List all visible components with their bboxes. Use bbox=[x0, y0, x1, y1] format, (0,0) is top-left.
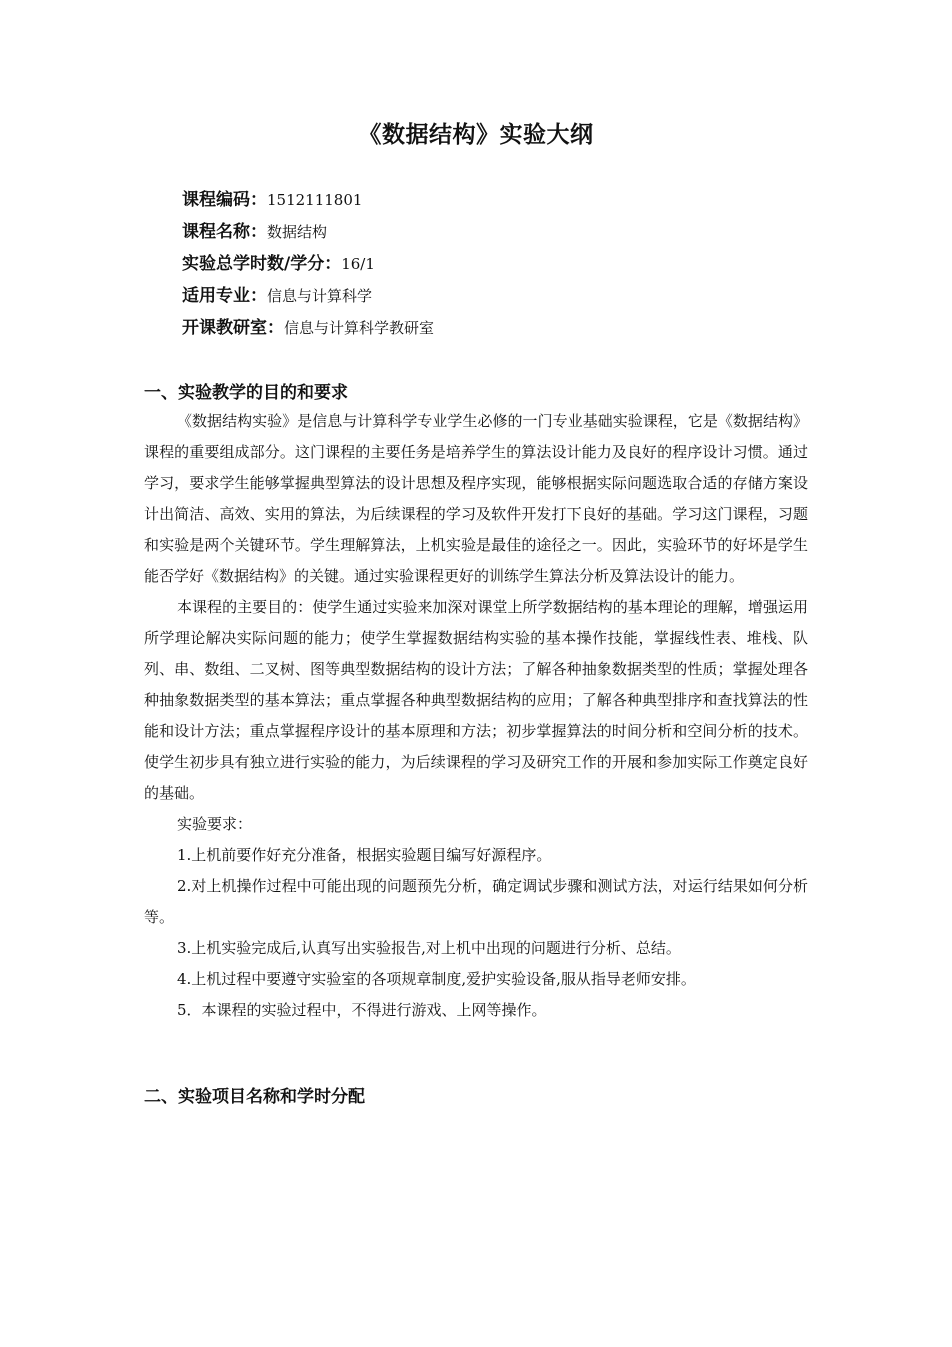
course-name-label: 课程名称： bbox=[182, 222, 267, 242]
department-label: 开课教研室： bbox=[182, 318, 284, 338]
section-2-heading: 二、实验项目名称和学时分配 bbox=[144, 1087, 365, 1107]
course-code-label: 课程编码： bbox=[182, 190, 267, 210]
requirement-5: 5．本课程的实验过程中，不得进行游戏、上网等操作。 bbox=[177, 1001, 547, 1019]
hours-credits-row bbox=[182, 248, 434, 280]
major-value: 信息与计算科学 bbox=[267, 287, 373, 305]
requirements-label: 实验要求： bbox=[177, 815, 253, 833]
section-1-heading: 一、实验教学的目的和要求 bbox=[144, 383, 348, 403]
requirement-4: 4.上机过程中要遵守实验室的各项规章制度,爱护实验设备,服从指导老师安排。 bbox=[177, 970, 696, 988]
course-name-value: 数据结构 bbox=[267, 223, 328, 241]
department-row bbox=[182, 312, 434, 344]
requirement-3: 3.上机实验完成后,认真写出实验报告,对上机中出现的问题进行分析、总结。 bbox=[177, 939, 681, 957]
section-1-body bbox=[144, 406, 808, 1026]
requirement-2: 2.对上机操作过程中可能出现的问题预先分析，确定调试步骤和测试方法，对运行结果如何分析等。 bbox=[144, 877, 808, 926]
course-code-value: 1512111801 bbox=[267, 191, 363, 209]
major-label: 适用专业： bbox=[182, 286, 267, 306]
course-info bbox=[182, 184, 434, 344]
purpose-paragraph-1: 《数据结构实验》是信息与计算科学专业学生必修的一门专业基础实验课程，它是《数据结构》课程的重要组成部分。这门课程的主要任务是培养学生的算法设计能力及良好的程序设计习惯。通过学习，要求学生能够掌握典型算法的设计思想及程序实现，能够根据实际问题选取合适的存储方案设计出简洁、高效、实用的算法，为后续课程的学习及软件开发打下良好的基础。学习这门课程，习题和实验是两个关键环节。学生理解算法，上机实验是最佳的途径之一。因此，实验环节的好坏是学生能否学好《数据结构》的关键。通过实验课程更好的训练学生算法分析及算法设计的能力。 bbox=[144, 412, 808, 585]
purpose-paragraph-2: 本课程的主要目的：使学生通过实验来加深对课堂上所学数据结构的基本理论的理解，增强运用所学理论解决实际问题的能力；使学生掌握数据结构实验的基本操作技能，掌握线性表、堆栈、队列、串、数组、二叉树、图等典型数据结构的设计方法；了解各种抽象数据类型的性质；掌握处理各种抽象数据类型的基本算法；重点掌握各种典型数据结构的应用；了解各种典型排序和查找算法的性能和设计方法；重点掌握程序设计的基本原理和方法；初步掌握算法的时间分析和空间分析的技术。使学生初步具有独立进行实验的能力，为后续课程的学习及研究工作的开展和参加实际工作奠定良好的基础。 bbox=[144, 598, 808, 802]
course-name-row bbox=[182, 216, 434, 248]
requirement-1: 1.上机前要作好充分准备，根据实验题目编写好源程序。 bbox=[177, 846, 552, 864]
hours-credits-label: 实验总学时数/学分： bbox=[182, 254, 342, 274]
department-value: 信息与计算科学教研室 bbox=[284, 319, 435, 337]
hours-credits-value: 16/1 bbox=[341, 255, 375, 273]
document-title: 《数据结构》实验大纲 bbox=[358, 122, 594, 148]
major-row bbox=[182, 280, 434, 312]
course-code-row bbox=[182, 184, 434, 216]
